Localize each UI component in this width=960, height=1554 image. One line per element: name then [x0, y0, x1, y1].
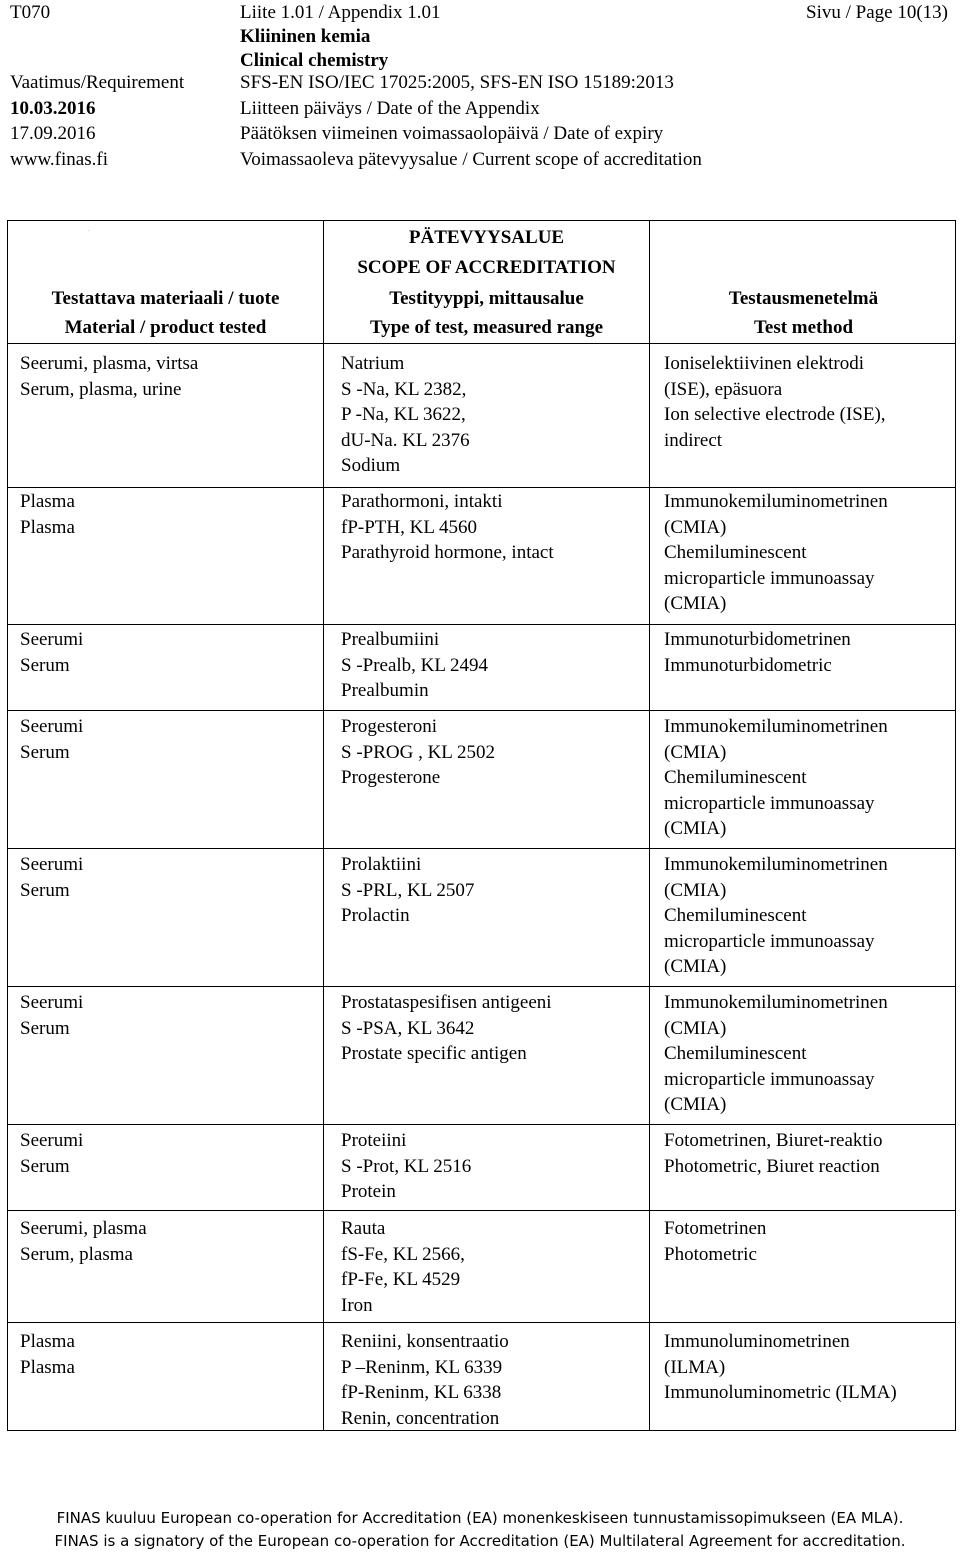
column-divider: [649, 221, 650, 1430]
row-material: Plasma Plasma: [20, 1331, 75, 1378]
row-separator: [8, 710, 955, 711]
row-test-type: Parathormoni, intakti fP-PTH, KL 4560 Parathyroid hormone, intact: [341, 491, 554, 564]
requirement-value: SFS-EN ISO/IEC 17025:2005, SFS-EN ISO 15189:2013: [240, 72, 674, 93]
field-en: Clinical chemistry: [240, 50, 389, 71]
col-header-method-en: Test method: [753, 317, 854, 338]
appendix-date: 10.03.2016: [10, 98, 96, 119]
row-test-type: Prealbumiini S -Prealb, KL 2494 Prealbumin: [341, 629, 489, 702]
row-test-type: Natrium S -Na, KL 2382, P -Na, KL 3622, dU-Na. KL 2376 Sodium: [341, 353, 470, 477]
row-test-method: Fotometrinen, Biuret-reaktio Photometric, Biuret reaction: [664, 1130, 883, 1177]
row-test-method: Immunoturbidometrinen Immunoturbidometric: [664, 629, 851, 676]
row-test-method: Immunokemiluminometrinen (CMIA) Chemiluminescent microparticle immunoassay (CMIA): [664, 491, 888, 615]
col-header-method-fi: Testausmenetelmä: [728, 288, 879, 309]
row-material: Seerumi Serum: [20, 716, 84, 763]
appendix-label: Liite 1.01 / Appendix 1.01: [240, 2, 441, 23]
row-material: Seerumi Serum: [20, 992, 84, 1039]
column-divider: [323, 221, 324, 1430]
website: www.finas.fi: [10, 149, 108, 170]
row-test-type: Reniini, konsentraatio P –Reninm, KL 6339 fP-Reninm, KL 6338 Renin, concentration: [341, 1331, 509, 1429]
row-separator: [8, 986, 955, 987]
footer-note-en: FINAS is a signatory of the European co-operation for Accreditation (EA) Multilateral Agreement for accreditation.: [54, 1532, 906, 1550]
expiry-label: Päätöksen viimeinen voimassaolopäivä / Date of expiry: [240, 123, 664, 144]
appendix-date-label: Liitteen päiväys / Date of the Appendix: [240, 98, 540, 119]
col-header-type-en: Type of test, measured range: [369, 317, 604, 338]
row-material: Plasma Plasma: [20, 491, 75, 538]
page-number: Sivu / Page 10(13): [806, 2, 948, 23]
row-separator: [8, 624, 955, 625]
row-test-method: Immunoluminometrinen (ILMA) Immunoluminometric (ILMA): [664, 1331, 897, 1404]
row-material: Seerumi Serum: [20, 629, 84, 676]
row-test-method: Fotometrinen Photometric: [664, 1218, 767, 1265]
row-material: Seerumi, plasma Serum, plasma: [20, 1218, 147, 1265]
expiry-date: 17.09.2016: [10, 123, 96, 144]
doc-code: T070: [10, 2, 51, 23]
row-test-method: Immunokemiluminometrinen (CMIA) Chemiluminescent microparticle immunoassay (CMIA): [664, 716, 888, 840]
row-separator: [8, 487, 955, 488]
scope-title-fi: PÄTEVYYSALUE: [408, 227, 565, 248]
scope-table: [7, 220, 956, 1431]
row-test-type: Rauta fS-Fe, KL 2566, fP-Fe, KL 4529 Iron: [341, 1218, 465, 1316]
field-fi: Kliininen kemia: [240, 26, 371, 47]
row-test-type: Prolaktiini S -PRL, KL 2507 Prolactin: [341, 854, 475, 927]
row-separator: [8, 848, 955, 849]
row-test-method: Ioniselektiivinen elektrodi (ISE), epäsuora Ion selective electrode (ISE), indirect: [664, 353, 886, 451]
col-header-material-fi: Testattava materiaali / tuote: [51, 288, 280, 309]
row-material: Seerumi, plasma, virtsa Serum, plasma, urine: [20, 353, 199, 400]
stray-dot: .: [88, 227, 90, 233]
row-test-type: Progesteroni S -PROG , KL 2502 Progesterone: [341, 716, 495, 789]
row-separator: [8, 1124, 955, 1125]
scope-title-en: SCOPE OF ACCREDITATION: [357, 257, 616, 278]
row-test-method: Immunokemiluminometrinen (CMIA) Chemiluminescent microparticle immunoassay (CMIA): [664, 854, 888, 978]
row-test-type: Proteiini S -Prot, KL 2516 Protein: [341, 1130, 472, 1203]
row-material: Seerumi Serum: [20, 1130, 84, 1177]
col-header-material-en: Material / product tested: [64, 317, 267, 338]
col-header-type-fi: Testityyppi, mittausalue: [389, 288, 584, 309]
row-material: Seerumi Serum: [20, 854, 84, 901]
row-separator: [8, 1322, 955, 1323]
footer-note-fi: FINAS kuuluu European co-operation for Accreditation (EA) monenkeskiseen tunnustamissopimukseen (EA MLA).: [56, 1509, 904, 1527]
requirement-label: Vaatimus/Requirement: [10, 72, 185, 93]
row-test-method: Immunokemiluminometrinen (CMIA) Chemiluminescent microparticle immunoassay (CMIA): [664, 992, 888, 1116]
row-test-type: Prostataspesifisen antigeeni S -PSA, KL 3642 Prostate specific antigen: [341, 992, 552, 1065]
scope-label: Voimassaoleva pätevyysalue / Current scope of accreditation: [240, 149, 702, 170]
header-rule: [8, 343, 955, 344]
row-separator: [8, 1210, 955, 1211]
